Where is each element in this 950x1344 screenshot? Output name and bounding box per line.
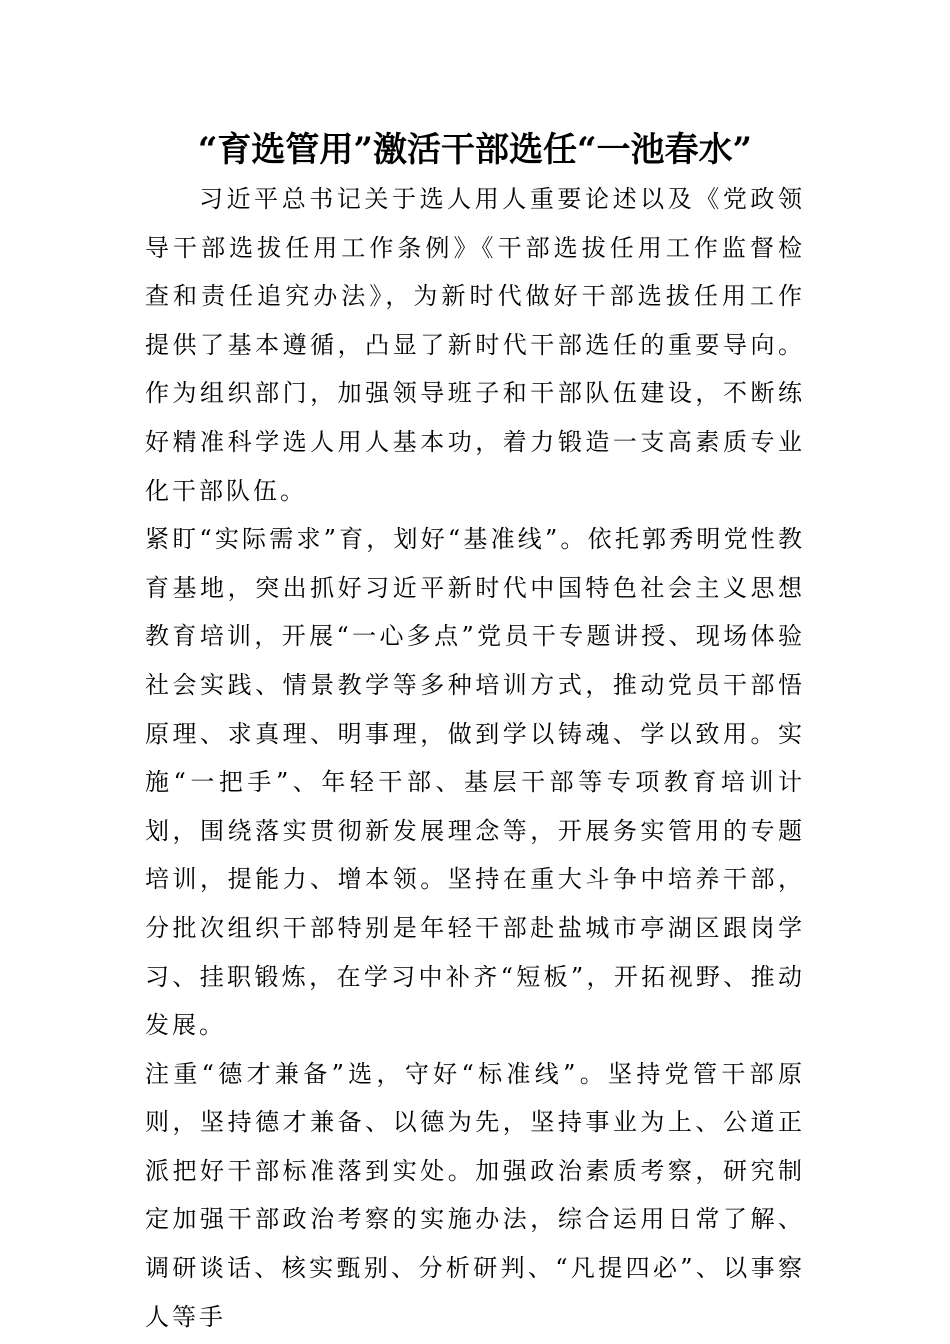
document-title: “育选管用”激活干部选任“一池春水” [197,130,753,170]
paragraph-select: 注重“德才兼备”选，守好“标准线”。坚持党管干部原则，坚持德才兼备、以德为先，坚持事业为上、公道正派把好干部标准落到实处。加强政治素质考察，研究制定加强干部政治考察的实施办法，综合运用日常了解、调研谈话、核实甄别、分析研判、“凡提四必”、以事察人等手 [145,1059,805,1331]
paragraph-intro: 习近平总书记关于选人用人重要论述以及《党政领导干部选拔任用工作条例》《干部选拔任用工作监督检查和责任追究办法》，为新时代做好干部选拔任用工作提供了基本遵循，凸显了新时代干部选任的重要导向。作为组织部门，加强领导班子和干部队伍建设，不断练好精准科学选人用人基本功，着力锻造一支高素质专业化干部队伍。 [145,185,805,505]
document-body [145,175,805,1341]
paragraph-cultivate: 紧盯“实际需求”育，划好“基准线”。依托郭秀明党性教育基地，突出抓好习近平新时代中国特色社会主义思想教育培训，开展“一心多点”党员干专题讲授、现场体验社会实践、情景教学等多种培训方式，推动党员干部悟原理、求真理、明事理，做到学以铸魂、学以致用。实施“一把手”、年轻干部、基层干部等专项教育培训计划，围绕落实贯彻新发展理念等，开展务实管用的专题培训，提能力、增本领。坚持在重大斗争中培养干部，分批次组织干部特别是年轻干部赴盐城市亭湖区跟岗学习、挂职锻炼，在学习中补齐“短板”，开拓视野、推动发展。 [145,525,805,1040]
